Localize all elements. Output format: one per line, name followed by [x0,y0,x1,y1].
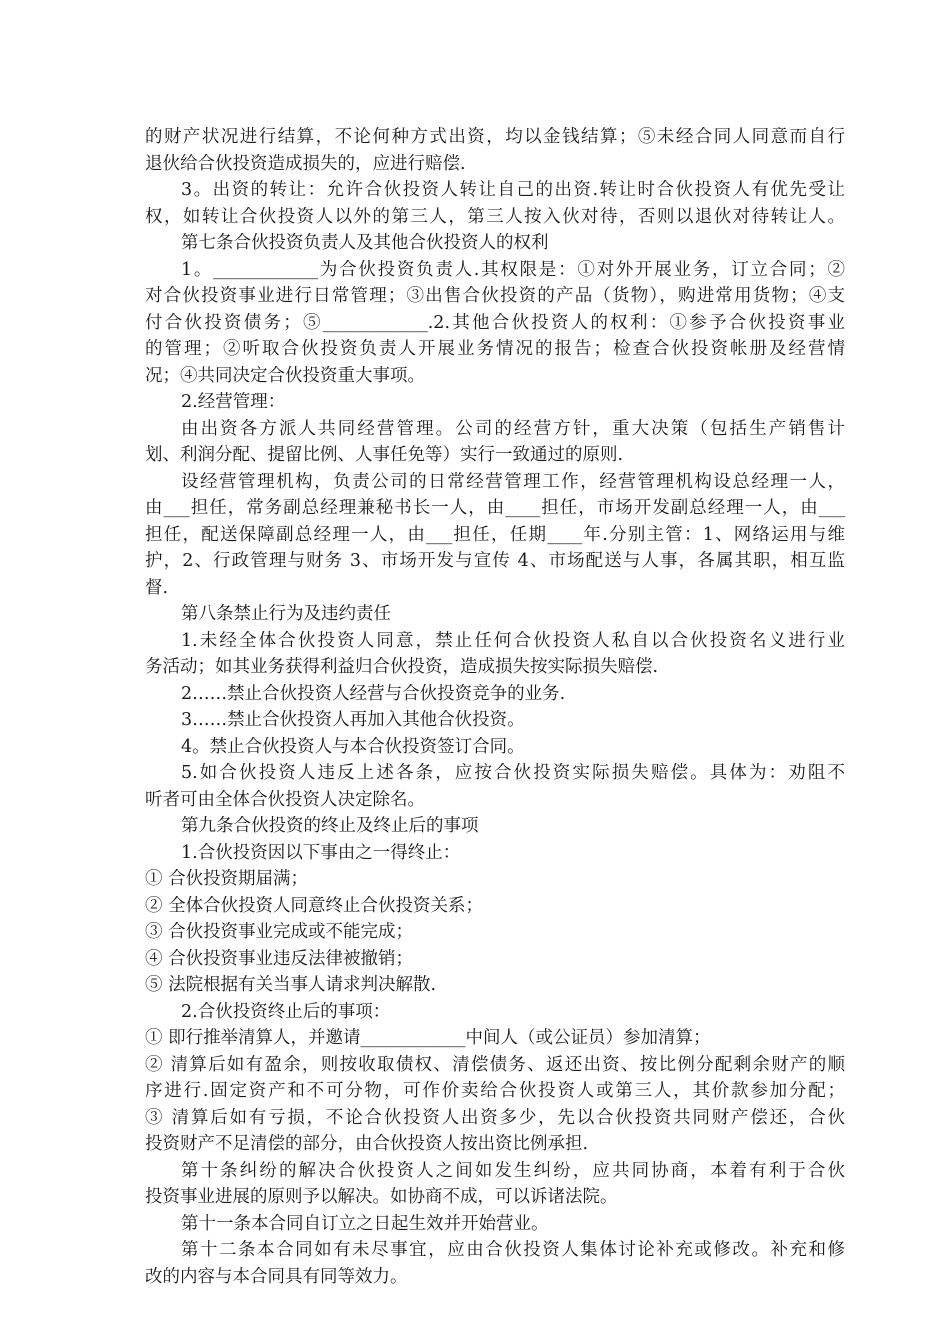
text-line: ⑤ 法院根据有关当事人请求判决解散. [145,975,437,995]
text-line: 3。出资的转让：允许合伙投资人转让自己的出资.转让时合伙投资人有优先受让 [181,180,845,200]
text-line: 2.合伙投资终止后的事项： [181,1001,391,1022]
text-line: 序进行.固定资产和不可分物，可作价卖给合伙投资人或第三人，其价款参加分配； [145,1081,845,1101]
text-line: 退伙给合伙投资造成损失的，应进行赔偿. [145,153,466,174]
text-line: 投资事业进展的原则予以解决。如协商不成，可以诉诸法院。 [145,1187,618,1207]
text-line: ② 全体合伙投资人同意终止合伙投资关系； [145,895,484,916]
text-line: 2……禁止合伙投资人经营与合伙投资竞争的业务. [181,683,566,704]
text-line: 护，2、行政管理与财务 3、市场开发与宣传 4、市场配送与人事，各属其职，相互监 [145,551,845,571]
text-line: 的管理；②听取合伙投资负责人开展业务情况的报告；检查合伙投资帐册及经营情 [145,339,845,359]
text-line: 由___担任，常务副总经理兼秘书长一人，由____担任，市场开发副总经理一人，由___ [145,498,845,518]
text-line: 1.合伙投资因以下事由之一得终止： [181,842,461,863]
text-line: ① 合伙投资期届满； [145,869,309,889]
text-line: 3……禁止合伙投资人再加入其他合伙投资。 [181,710,525,730]
text-line: ① 即行推举清算人，并邀请____________中间人（或公证员）参加清算； [145,1028,711,1048]
text-line: 1.未经全体合伙投资人同意，禁止任何合伙投资人私自以合伙投资名义进行业 [181,630,845,651]
text-line: 2.经营管理： [181,392,286,412]
text-line: 第七条合伙投资负责人及其他合伙投资人的权利 [181,233,549,253]
text-line: 投资财产不足清偿的部分，由合伙投资人按出资比例承担. [145,1134,589,1154]
text-line: 改的内容与本合同具有同等效力。 [145,1266,408,1287]
text-line: 1。____________为合伙投资负责人.其权限是：①对外开展业务，订立合同；② [181,259,845,280]
text-line: 付合伙投资债务；⑤____________.2.其他合伙投资人的权利：①参予合伙投资事业 [145,312,845,333]
text-line: 督. [145,577,169,598]
text-line: 务活动；如其业务获得利益归合伙投资，造成损失按实际损失赔偿. [145,657,659,677]
document-body [145,124,845,1290]
text-line: 对合伙投资事业进行日常管理；③出售合伙投资的产品（货物），购进常用货物；④支 [145,286,845,306]
text-line: 第十二条本合同如有未尽事宜，应由合伙投资人集体讨论补充或修改。补充和修 [181,1240,845,1260]
text-line: 第十条纠纷的解决合伙投资人之间如发生纠纷，应共同协商，本着有利于合伙 [181,1160,845,1181]
text-line: 设经营管理机构，负责公司的日常经营管理工作，经营管理机构设总经理一人， [181,471,845,492]
text-line: 由出资各方派人共同经营管理。公司的经营方针，重大决策（包括生产销售计 [181,418,845,439]
text-line: 第九条合伙投资的终止及终止后的事项 [181,816,479,836]
text-line: 的财产状况进行结算，不论何种方式出资，均以金钱结算；⑤未经合同人同意而自行 [145,127,845,147]
text-line: ② 清算后如有盈余，则按收取债权、清偿债务、返还出资、按比例分配剩余财产的顺 [145,1054,845,1075]
text-line: ③ 合伙投资事业完成或不能完成； [145,922,414,942]
text-line: 权，如转让合伙投资人以外的第三人，第三人按入伙对待，否则以退伙对待转让人。 [145,206,845,227]
text-line: 第八条禁止行为及违约责任 [181,604,391,624]
text-line: 担任，配送保障副总经理一人，由___担任，任期____年.分别主管：1、网络运用与维 [145,524,845,545]
text-line: 4。禁止合伙投资人与本合伙投资签订合同。 [181,736,525,757]
text-line: 划、利润分配、提留比例、人事任免等）实行一致通过的原则. [145,445,624,465]
text-line: ④ 合伙投资事业违反法律被撤销； [145,948,414,969]
text-line: 第十一条本合同自订立之日起生效并开始营业。 [181,1213,549,1234]
text-line: 况；④共同决定合伙投资重大事项。 [145,365,425,386]
text-line: 听者可由全体合伙投资人决定除名。 [145,789,425,810]
text-line: ③ 清算后如有亏损，不论合伙投资人出资多少，先以合伙投资共同财产偿还，合伙 [145,1107,845,1128]
text-line: 5.如合伙投资人违反上述各条，应按合伙投资实际损失赔偿。具体为：劝阻不 [181,763,845,783]
